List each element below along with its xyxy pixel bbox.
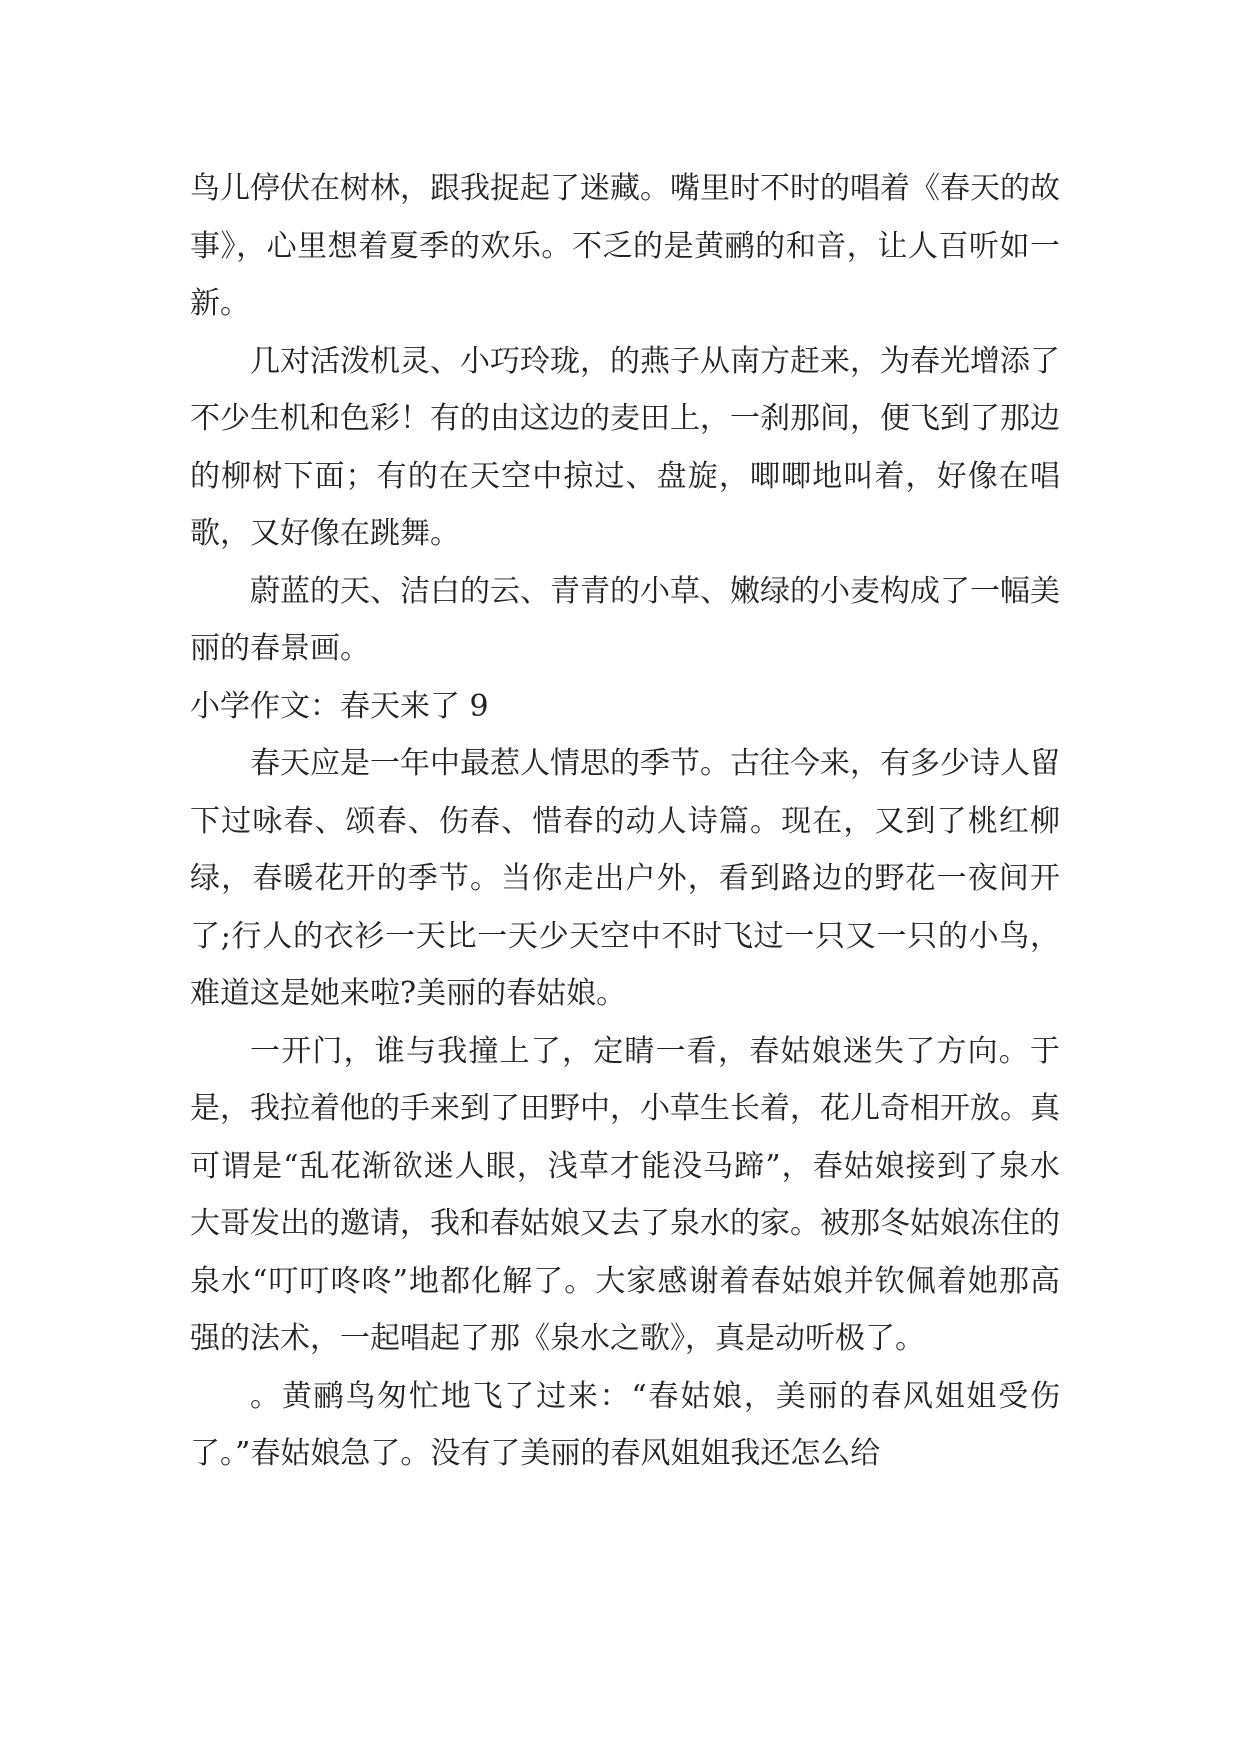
essay-title: 小学作文：春天来了 9 [190,688,489,724]
paragraph-swallows: 几对活泼机灵、小巧玲珑，的燕子从南方赶来，为春光增添了不少生机和色彩！有的由这边的麦田上，一刹那间，便飞到了那边的柳树下面；有的在天空中掠过、盘旋，唧唧地叫着，好像在唱歌，又好像在跳舞。 [190,343,1060,551]
paragraph-spring-intro: 春天应是一年中最惹人情思的季节。古往今来，有多少诗人留下过咏春、颂春、伤春、惜春的动人诗篇。现在，又到了桃红柳绿，春暖花开的季节。当你走出户外，看到路边的野花一夜间开了;行人的衣衫一天比一天少天空中不时飞过一只又一只的小鸟，难道这是她来啦?美丽的春姑娘。 [190,746,1060,1011]
document-body [190,160,1060,1483]
paragraph-oriole: 。黄鹂鸟匆忙地飞了过来：“春姑娘，美丽的春风姐姐受伤了。”春姑娘急了。没有了美丽的春风姐姐我还怎么给 [190,1378,1060,1471]
paragraph-spring-girl: 一开门，谁与我撞上了，定睛一看，春姑娘迷失了方向。于是，我拉着他的手来到了田野中，小草生长着，花儿奇相开放。真可谓是“乱花渐欲迷人眼，浅草才能没马蹄”，春姑娘接到了泉水大哥发出的邀请，我和春姑娘又去了泉水的家。被那冬姑娘冻住的泉水“叮叮咚咚”地都化解了。大家感谢着春姑娘并钦佩着她那高强的法术，一起唱起了那《泉水之歌》，真是动听极了。 [190,1033,1060,1356]
paragraph-spring-scene: 蔚蓝的天、洁白的云、青青的小草、嫩绿的小麦构成了一幅美丽的春景画。 [190,573,1060,666]
paragraph-birds: 鸟儿停伏在树林，跟我捉起了迷藏。嘴里时不时的唱着《春天的故事》，心里想着夏季的欢乐。不乏的是黄鹂的和音，让人百听如一新。 [190,171,1060,321]
